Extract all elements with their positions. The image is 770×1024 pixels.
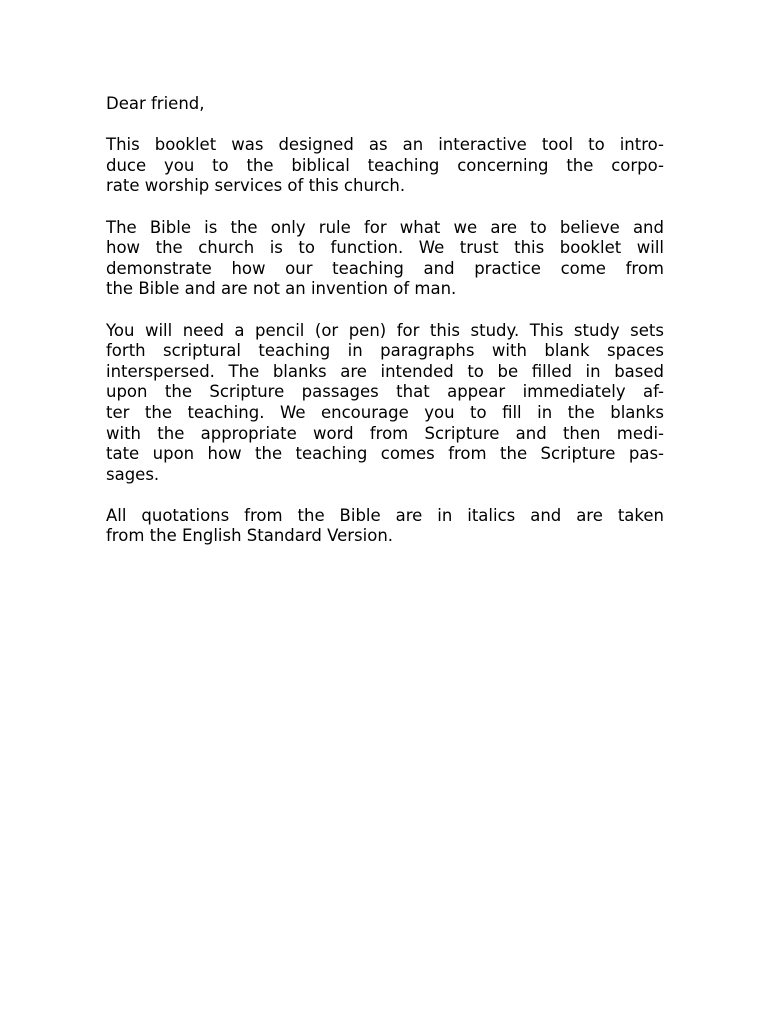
- paragraph-line: ter the teaching. We encourage you to fill in the blanks: [106, 402, 664, 422]
- salutation: [106, 94, 664, 115]
- paragraph-line: You will need a pencil (or pen) for this study. This study sets: [106, 320, 664, 340]
- paragraph-line: The Bible is the only rule for what we are to believe and: [106, 217, 664, 237]
- paragraph-line: forth scriptural teaching in paragraphs with blank spaces: [106, 341, 664, 361]
- paragraph-line: from the English Standard Version.: [106, 526, 394, 546]
- salutation-text: Dear friend,: [106, 94, 205, 113]
- paragraph-line: tate upon how the teaching comes from the Scripture pas-: [106, 444, 664, 464]
- paragraph-line: interspersed. The blanks are intended to be filled in based: [106, 361, 664, 381]
- paragraph-line: This booklet was designed as an interactive tool to intro-: [106, 135, 664, 155]
- paragraph-intro: [106, 135, 664, 197]
- paragraph-line: how the church is to function. We trust this booklet will: [106, 238, 664, 258]
- paragraph-line: the Bible and are not an invention of man.: [106, 279, 457, 299]
- paragraph-line: sages.: [106, 464, 160, 484]
- paragraph-bible-rule: [106, 218, 664, 300]
- paragraph-instructions: [106, 321, 664, 486]
- paragraph-line: rate worship services of this church.: [106, 176, 406, 196]
- paragraph-quotations: [106, 506, 664, 547]
- paragraph-line: demonstrate how our teaching and practice come from: [106, 258, 664, 278]
- paragraph-line: All quotations from the Bible are in italics and are taken: [106, 505, 664, 525]
- paragraph-line: upon the Scripture passages that appear immediately af-: [106, 382, 664, 402]
- paragraph-line: with the appropriate word from Scripture and then medi-: [106, 423, 664, 443]
- letter-body: [106, 94, 664, 568]
- paragraph-line: duce you to the biblical teaching concerning the corpo-: [106, 155, 664, 175]
